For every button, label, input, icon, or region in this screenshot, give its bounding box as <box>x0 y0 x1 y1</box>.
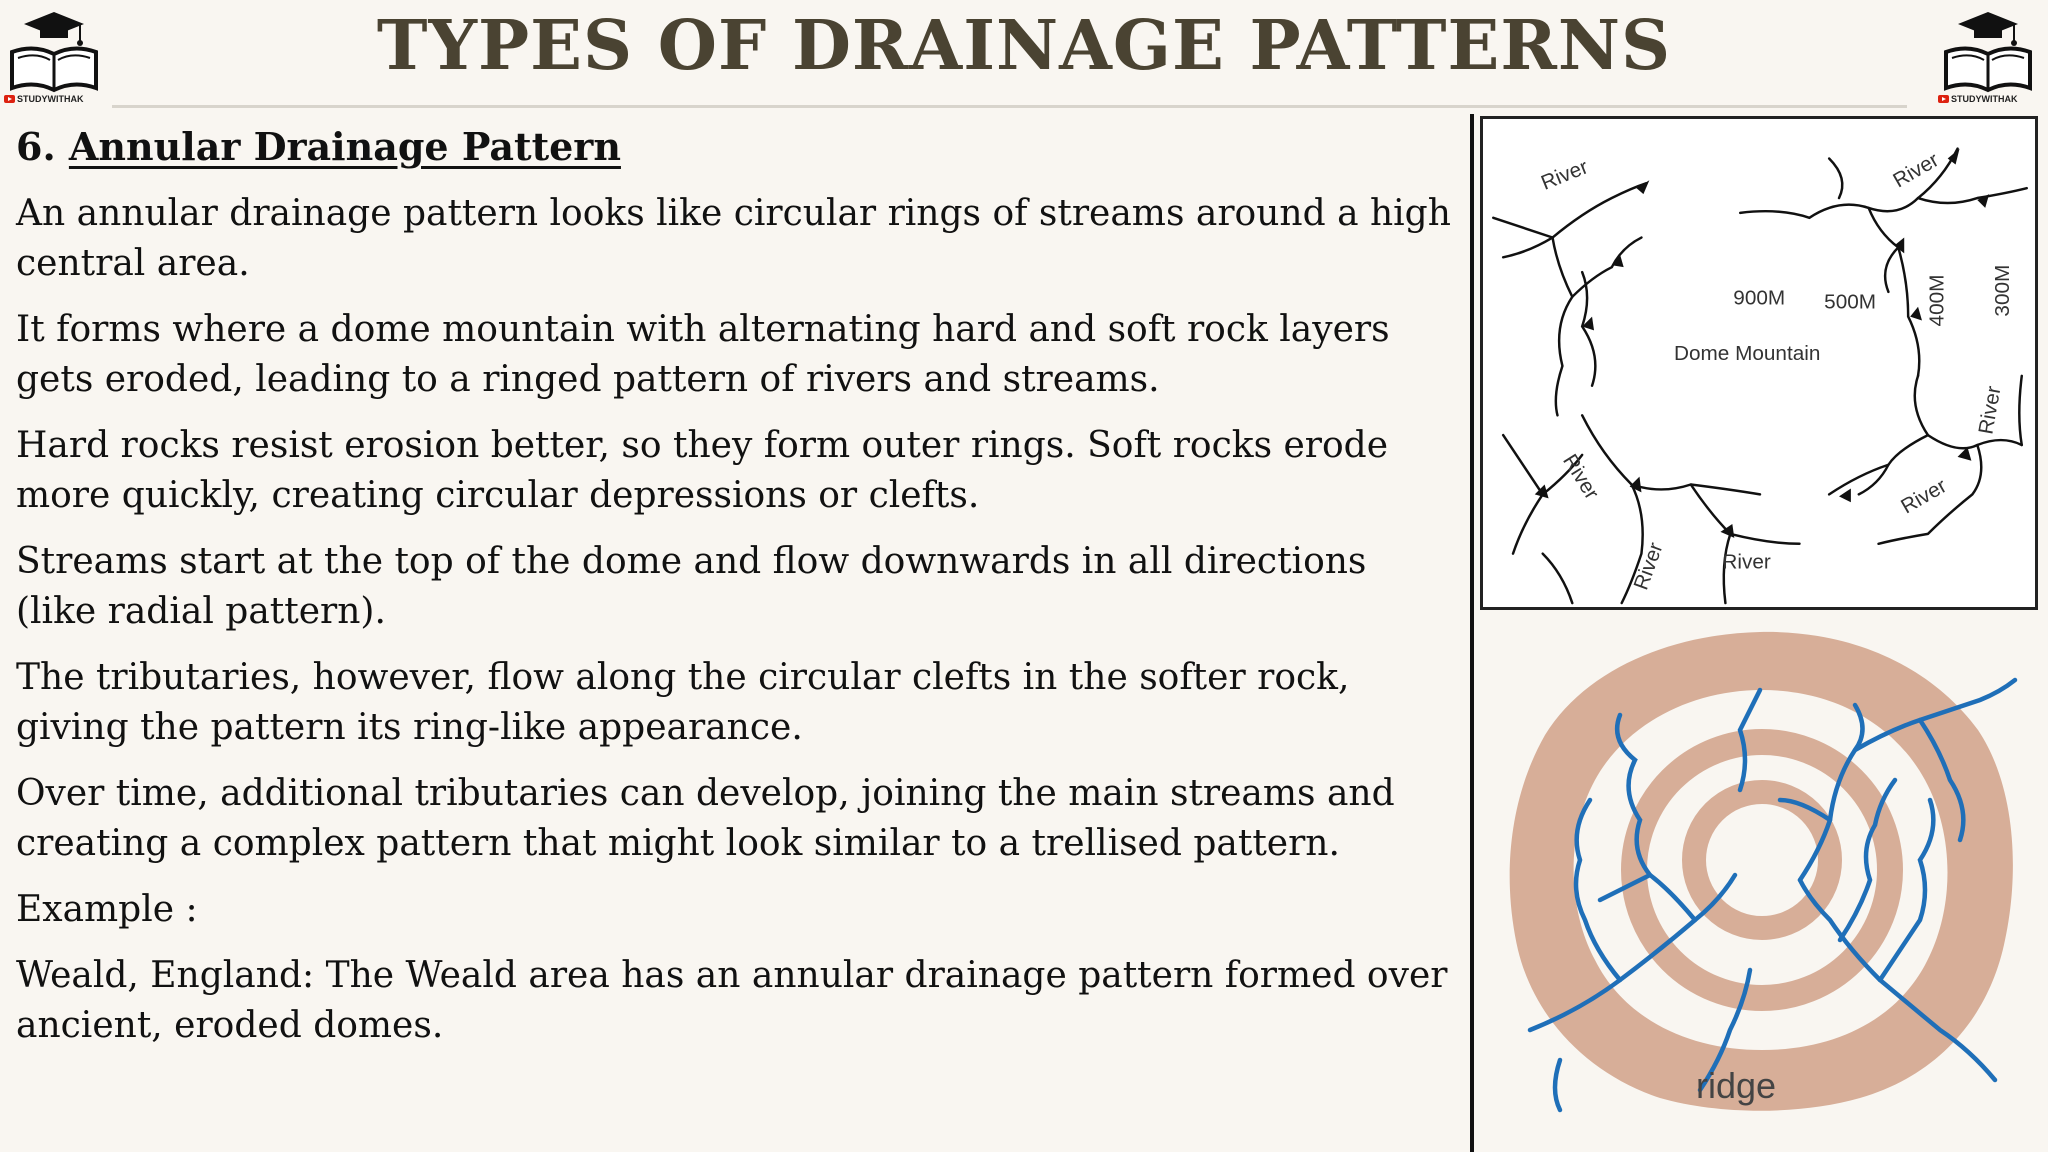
river-label: River <box>1889 148 1943 193</box>
channel-name: STUDYWITHAK <box>17 94 84 104</box>
section-title: Annular Drainage Pattern <box>68 124 621 169</box>
page-title: TYPES OF DRAINAGE PATTERNS <box>376 6 1672 86</box>
river-label: River <box>1722 550 1771 574</box>
paragraph: Hard rocks resist erosion better, so they form outer rings. Soft rocks erode more quickly, creating circular depressions or clefts. <box>16 425 1389 516</box>
river-label: River <box>1629 539 1668 593</box>
river-label: River <box>1537 155 1592 195</box>
drainage-sketch <box>1483 119 2035 607</box>
content-column <box>16 120 1456 1067</box>
contour-label-500: 500M <box>1824 290 1877 314</box>
outer-ridge <box>1510 632 2013 1111</box>
river-label: River <box>1897 474 1951 519</box>
graduation-book-icon <box>4 8 104 96</box>
paragraph: It forms where a dome mountain with alternating hard and soft rock layers gets eroded, leading to a ringed pattern of rivers and streams. <box>16 309 1390 400</box>
river-label: River <box>1558 450 1604 504</box>
channel-logo-right <box>1938 8 2046 108</box>
dome-mountain-label: Dome Mountain <box>1674 342 1821 366</box>
contour-label-300: 300M <box>1990 264 2014 317</box>
example-label: Example : <box>16 889 198 930</box>
annular-ridges-diagram <box>1500 620 2020 1120</box>
title-divider <box>112 105 1907 108</box>
contour-label-900: 900M <box>1733 286 1786 310</box>
paragraph: Over time, additional tributaries can develop, joining the main streams and creating a complex pattern that might look similar to a trellised pattern. <box>16 773 1395 864</box>
paragraph: An annular drainage pattern looks like circular rings of streams around a high central area. <box>16 193 1451 284</box>
graduation-book-icon <box>1938 8 2038 96</box>
youtube-icon <box>1938 95 1949 103</box>
youtube-icon <box>4 95 15 103</box>
section-heading <box>16 124 1456 169</box>
inner-ridge <box>1694 792 1830 928</box>
ridge-rings-illustration <box>1500 620 2020 1120</box>
section-number: 6. <box>16 124 56 169</box>
channel-name: STUDYWITHAK <box>1951 94 2018 104</box>
paragraph: Streams start at the top of the dome and flow downwards in all directions (like radial pattern). <box>16 541 1367 632</box>
column-divider <box>1470 114 1474 1152</box>
channel-logo-left <box>4 8 112 108</box>
paragraph: The tributaries, however, flow along the circular clefts in the softer rock, giving the pattern its ring-like appearance. <box>16 657 1350 748</box>
ridge-label: ridge <box>1696 1065 1777 1106</box>
contour-label-400: 400M <box>1925 274 1949 327</box>
dome-mountain-diagram <box>1480 116 2038 610</box>
example-text: Weald, England: The Weald area has an annular drainage pattern formed over ancient, eroded domes. <box>16 955 1448 1046</box>
river-label: River <box>1974 384 2006 436</box>
